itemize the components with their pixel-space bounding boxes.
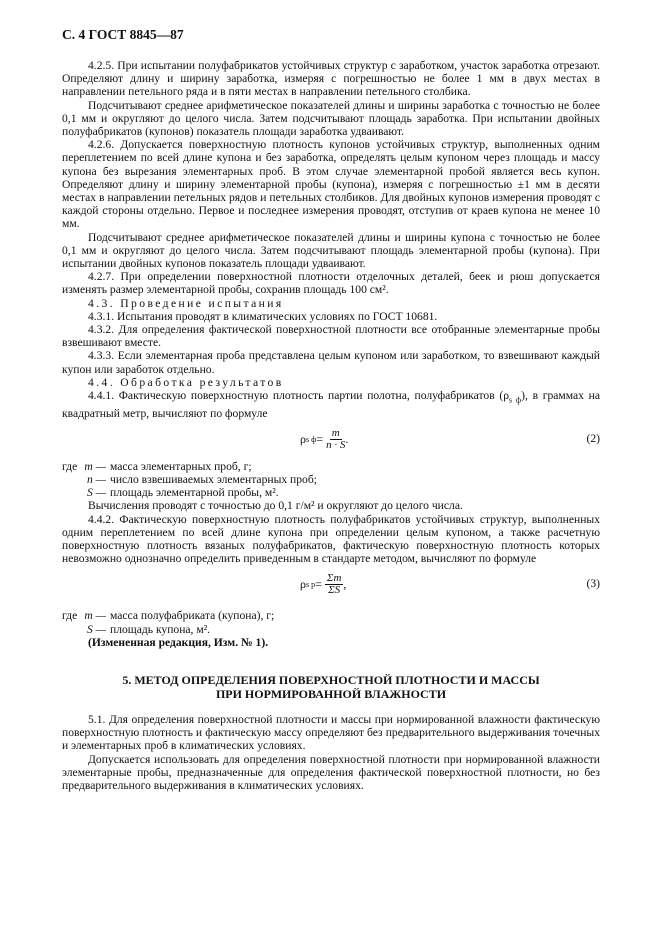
- para-4-2-5-cont: Подсчитывают среднее арифметическое показателей длины и ширины заработка с точностью не более 0,1 мм и округляют до целого числа. Затем подсчитывают площадь заработка. При испытании двойных полуфабрикатов (купонов) показатель площади заработка удваивают.: [62, 98, 600, 139]
- where-item: S — площадь элементарной пробы, м².: [86, 486, 279, 500]
- page-header: С. 4 ГОСТ 8845—87: [62, 27, 184, 42]
- where-list-2: [62, 609, 600, 635]
- para-4-2-6-cont: Подсчитывают среднее арифметическое показателей длины и ширины купона с точностью не более 0,1 мм и округляют до целого числа. Затем подсчитывают площадь элементарной пробы (купона). При испытании двойных купонов показатель площади удваивают.: [62, 230, 600, 271]
- para-4-2-7: 4.2.7. При определении поверхностной плотности отделочных деталей, беек и рюш допускается изменять размер элементарной пробы, сохранив площадь 100 см².: [62, 270, 600, 297]
- where-item: S — площадь купона, м².: [86, 622, 211, 636]
- where-item: n — число взвешиваемых элементарных проб;: [86, 473, 317, 486]
- section-5-title: 5. МЕТОД ОПРЕДЕЛЕНИЯ ПОВЕРХНОСТНОЙ ПЛОТНОСТИ И МАССЫ ПРИ НОРМИРОВАННОЙ ВЛАЖНОСТИ: [122, 673, 540, 702]
- para-4-2-6: 4.2.6. Допускается поверхностную плотность купонов устойчивых структур, выполненных одним переплетением по всей длине купона и без заработка, определять целым купоном через площадь и массу купона без вырезания элементарных проб. В этом случае элементарной пробой является весь купон. Определяют длину и ширину элементарной пробы (купона), измеряя с погрешностью ±1 мм в десяти местах в направлении петельных рядов и петельных столбиков. Для двойных купонов измерения проводят с каждой стороны отдельно. Первое и последнее измерения проводят, отступив от краев купона не менее 10 мм.: [62, 138, 600, 231]
- para-calc: Вычисления проводят с точностью до 0,1 г/м² и округляют до целого числа.: [88, 499, 463, 513]
- para-4-3-1: 4.3.1. Испытания проводят в климатических условиях по ГОСТ 10681.: [88, 309, 438, 323]
- where-item: где m — масса полуфабриката (купона), г;: [62, 609, 275, 623]
- para-4-2-5: 4.2.5. При испытании полуфабрикатов устойчивых структур с заработком, участок заработка отрезают. Определяют длину и ширину заработка, измеряя с погрешностью не более 1 мм в двух местах в направлении петельного ряда и в пяти местах в направлении петельного столбика.: [62, 59, 600, 99]
- formula-3: ρ s р = $\frac{\Sigma m}{\Sigma S}$ , (3): [300, 572, 600, 597]
- heading-4-4: 4.4. Обработка результатов: [88, 375, 284, 389]
- formula-number-2: (2): [586, 431, 600, 445]
- formula-number-3: (3): [586, 577, 600, 591]
- para-4-3-3: 4.3.3. Если элементарная проба представлена целым купоном или заработком, то взвешивают каждый купон или заработок отдельно.: [62, 349, 600, 376]
- formula-2: ρ s ф = $\frac{m}{n \cdot S}$ . (2): [300, 426, 600, 451]
- para-5-1: 5.1. Для определения поверхностной плотности и массы при нормированной влажности фактическую поверхностную плотность и фактическую массу определяют без предварительного выдерживания точечных и элементарных проб в климатических условиях.: [62, 713, 600, 753]
- where-item: где m — масса элементарных проб, г;: [62, 459, 252, 473]
- para-4-4-1: 4.4.1. Фактическую поверхностную плотность партии полотна, полуфабрикатов $(\rho_{s ф})$, в граммах на квадратный метр, вычисляют по формуле: [62, 389, 601, 420]
- para-4-3-2: 4.3.2. Для определения фактической поверхностной плотности все отобранные элементарные пробы взвешивают вместе.: [62, 323, 600, 350]
- para-5-1-cont: Допускается использовать для определения поверхностной плотности при нормированной влажности элементарные пробы, предназначенные для определения фактической поверхностной плотности, но без предварительного выдерживания в климатических условиях.: [62, 752, 600, 793]
- edition-note: (Измененная редакция, Изм. № 1).: [88, 635, 269, 649]
- document-body: [62, 59, 600, 792]
- where-list-1: [62, 460, 600, 500]
- para-4-4-2: 4.4.2. Фактическую поверхностную плотность полуфабрикатов устойчивых структур, выполненных одним переплетением по всей длине купона при определении целым купоном, а также расчетную поверхностную плотность вязаных полуфабрикатов, фактическую поверхностную плотность которых невозможно однозначно определить приведенным в стандарте методом, вычисляют по формуле: [62, 512, 600, 566]
- heading-4-3: 4.3. Проведение испытания: [88, 296, 284, 310]
